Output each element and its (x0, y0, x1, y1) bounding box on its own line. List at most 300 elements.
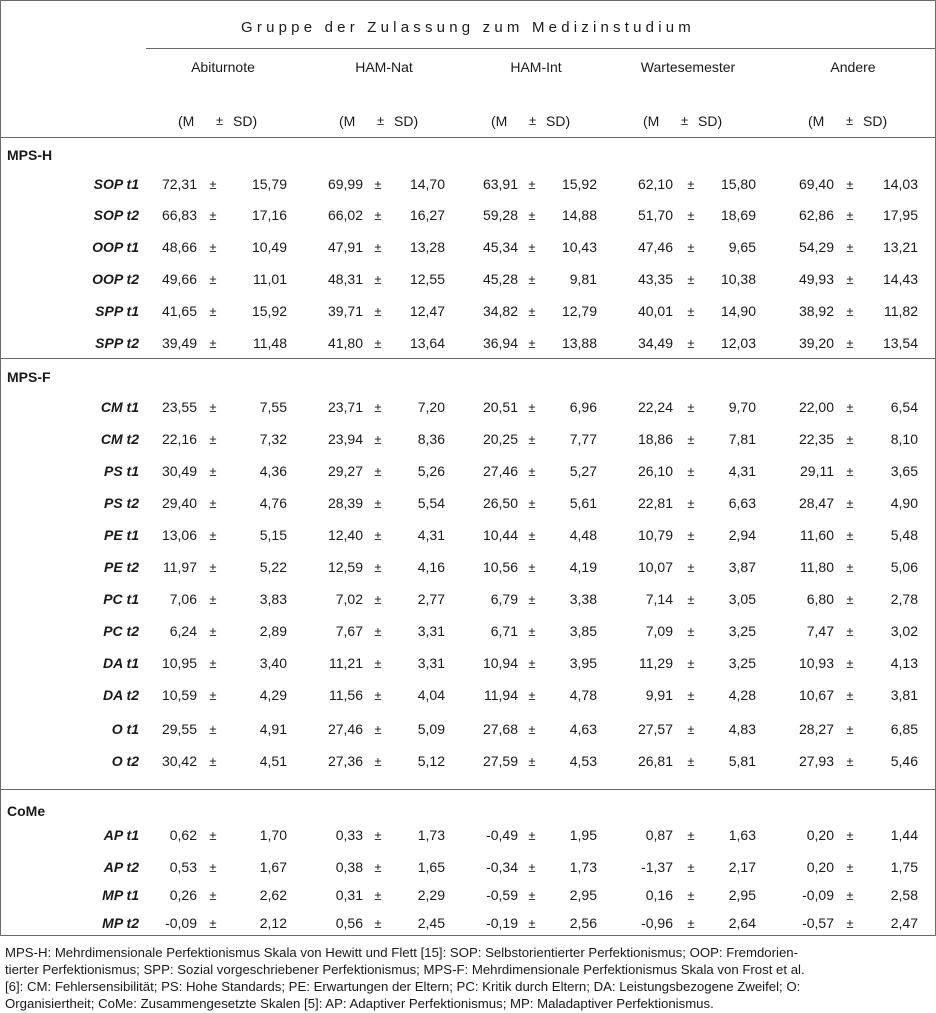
cell-mean: 27,36 (327, 753, 363, 769)
cell-pm: ± (846, 304, 854, 319)
cell-pm: ± (374, 860, 382, 875)
cell-pm: ± (374, 592, 382, 607)
cell-pm: ± (528, 272, 536, 287)
cell-sd: 4,78 (569, 687, 597, 703)
cell-mean: 54,29 (798, 239, 834, 255)
cell-pm: ± (209, 177, 217, 192)
cell-pm: ± (687, 336, 695, 351)
cell-mean: 66,83 (161, 207, 197, 223)
column-header: Wartesemester (640, 59, 736, 75)
cell-sd: 3,40 (259, 655, 287, 671)
subheader-pm: ± (681, 113, 689, 128)
cell-pm: ± (209, 400, 217, 415)
column-header: Abiturnote (191, 59, 255, 75)
row-label: PC t1 (103, 591, 139, 607)
cell-mean: -0,49 (486, 827, 518, 843)
cell-pm: ± (528, 888, 536, 903)
cell-pm: ± (209, 528, 217, 543)
cell-mean: 20,25 (482, 431, 518, 447)
cell-mean: 22,81 (637, 495, 673, 511)
cell-pm: ± (374, 688, 382, 703)
cell-sd: 4,16 (417, 559, 445, 575)
cell-pm: ± (209, 688, 217, 703)
cell-mean: 49,66 (161, 271, 197, 287)
cell-mean: 28,27 (798, 721, 834, 737)
cell-mean: 59,28 (482, 207, 518, 223)
cell-sd: 1,70 (259, 827, 287, 843)
cell-sd: 2,17 (728, 859, 756, 875)
cell-pm: ± (687, 432, 695, 447)
cell-sd: 3,85 (569, 623, 597, 639)
cell-pm: ± (374, 496, 382, 511)
cell-mean: 10,44 (482, 527, 518, 543)
cell-mean: -0,59 (486, 887, 518, 903)
cell-mean: -0,34 (486, 859, 518, 875)
cell-pm: ± (528, 496, 536, 511)
cell-mean: 11,80 (800, 559, 834, 575)
cell-sd: 5,81 (728, 753, 756, 769)
cell-sd: 2,62 (259, 887, 287, 903)
cell-pm: ± (528, 828, 536, 843)
cell-pm: ± (209, 656, 217, 671)
cell-sd: 3,83 (259, 591, 287, 607)
cell-sd: 15,92 (561, 176, 597, 192)
cell-sd: 1,65 (417, 859, 445, 875)
cell-sd: 12,47 (409, 303, 445, 319)
cell-pm: ± (528, 754, 536, 769)
cell-mean: 11,21 (329, 655, 363, 671)
row-label: OOP t1 (92, 239, 139, 255)
cell-pm: ± (528, 336, 536, 351)
subheader-sd: SD) (233, 113, 258, 129)
subheader-m: (M (808, 113, 825, 129)
cell-mean: 23,94 (327, 431, 363, 447)
cell-sd: 4,13 (890, 655, 918, 671)
cell-mean: 29,40 (161, 495, 197, 511)
cell-sd: 1,75 (890, 859, 918, 875)
cell-mean: 7,14 (645, 591, 673, 607)
cell-mean: 0,56 (335, 915, 363, 931)
cell-sd: 9,65 (728, 239, 756, 255)
cell-pm: ± (846, 828, 854, 843)
row-label: SPP t1 (95, 303, 139, 319)
cell-mean: 30,49 (161, 463, 197, 479)
cell-mean: 39,71 (327, 303, 363, 319)
cell-sd: 2,47 (890, 915, 918, 931)
cell-pm: ± (846, 624, 854, 639)
cell-mean: 6,24 (169, 623, 197, 639)
section-rule-mps-f (1, 358, 935, 359)
cell-pm: ± (687, 592, 695, 607)
cell-sd: 4,90 (890, 495, 918, 511)
cell-sd: 18,69 (720, 207, 756, 223)
row-label: PE t1 (103, 527, 139, 543)
cell-pm: ± (528, 624, 536, 639)
cell-mean: 41,65 (161, 303, 197, 319)
cell-pm: ± (846, 860, 854, 875)
footnote-line-1: MPS-H: Mehrdimensionale Perfektionismus Skala von Hewitt und Flett [15]: SOP: Selbstorientierter Perfektionismus; OOP: Fremdorien- (5, 945, 799, 960)
row-label: SOP t2 (93, 207, 139, 223)
cell-mean: 36,94 (482, 335, 518, 351)
subheader-sd: SD) (546, 113, 571, 129)
cell-mean: 47,91 (327, 239, 363, 255)
cell-mean: 10,79 (637, 527, 673, 543)
cell-pm: ± (209, 592, 217, 607)
cell-pm: ± (687, 656, 695, 671)
cell-mean: 7,09 (645, 623, 673, 639)
cell-sd: 15,79 (251, 176, 287, 192)
footnote-line-3: [6]: CM: Fehlersensibilität; PS: Hohe Standards; PE: Erwartungen der Eltern; PC: Kritik durch Eltern; DA: Leistungsbezogene Zweifel; O: (5, 979, 801, 994)
cell-pm: ± (846, 722, 854, 737)
cell-pm: ± (374, 754, 382, 769)
row-label: PE t2 (103, 559, 139, 575)
cell-pm: ± (846, 916, 854, 931)
footnote-line-2: tierter Perfektionismus; SPP: Sozial vorgeschriebener Perfektionismus; MPS-F: Mehrdimensionale Perfektionismus Skala von Frost et al. (5, 962, 805, 977)
cell-sd: 2,95 (728, 887, 756, 903)
cell-pm: ± (687, 464, 695, 479)
section-label: CoMe (7, 803, 46, 819)
cell-pm: ± (687, 722, 695, 737)
cell-mean: 26,81 (637, 753, 673, 769)
cell-mean: 9,91 (645, 687, 673, 703)
row-label: AP t2 (103, 859, 139, 875)
cell-pm: ± (209, 240, 217, 255)
cell-pm: ± (374, 464, 382, 479)
cell-mean: 22,16 (161, 431, 197, 447)
cell-sd: 9,81 (569, 271, 597, 287)
cell-sd: 12,03 (720, 335, 756, 351)
cell-sd: 13,21 (882, 239, 918, 255)
cell-pm: ± (209, 624, 217, 639)
row-label: O t1 (111, 721, 139, 737)
cell-sd: 13,64 (409, 335, 445, 351)
row-label: PS t1 (103, 463, 139, 479)
cell-mean: 40,01 (637, 303, 673, 319)
footnote-line-4: Organisiertheit; CoMe: Zusammengesetzte Skalen [5]: AP: Adaptiver Perfektionismus; MP: Maladaptiver Perfektionismus. (5, 996, 714, 1011)
cell-pm: ± (687, 624, 695, 639)
cell-sd: 4,31 (417, 527, 445, 543)
cell-mean: 7,02 (335, 591, 363, 607)
cell-sd: 15,92 (251, 303, 287, 319)
cell-sd: 5,27 (569, 463, 597, 479)
cell-mean: 27,59 (482, 753, 518, 769)
cell-sd: 3,38 (569, 591, 597, 607)
table-title: Gruppe der Zulassung zum Medizinstudium (241, 19, 695, 36)
row-label: CM t2 (100, 431, 139, 447)
cell-mean: 22,35 (798, 431, 834, 447)
cell-sd: 3,05 (728, 591, 756, 607)
cell-sd: 5,26 (417, 463, 445, 479)
cell-sd: 4,28 (728, 687, 756, 703)
cell-pm: ± (846, 560, 854, 575)
cell-pm: ± (687, 496, 695, 511)
cell-mean: 62,10 (637, 176, 673, 192)
cell-pm: ± (374, 432, 382, 447)
cell-sd: 4,83 (728, 721, 756, 737)
cell-sd: 6,85 (890, 721, 918, 737)
cell-mean: 7,47 (806, 623, 834, 639)
cell-sd: 2,77 (417, 591, 445, 607)
cell-sd: 4,36 (259, 463, 287, 479)
cell-sd: 8,36 (417, 431, 445, 447)
cell-pm: ± (528, 560, 536, 575)
section-rule-come (1, 789, 935, 790)
cell-pm: ± (687, 688, 695, 703)
cell-pm: ± (528, 860, 536, 875)
row-label: DA t2 (102, 687, 139, 703)
cell-sd: 8,10 (890, 431, 918, 447)
cell-pm: ± (687, 400, 695, 415)
cell-sd: 5,54 (417, 495, 445, 511)
cell-mean: 51,70 (637, 207, 673, 223)
cell-mean: 49,93 (798, 271, 834, 287)
cell-sd: 7,81 (728, 431, 756, 447)
footnote (5, 944, 925, 1012)
cell-sd: 14,03 (882, 176, 918, 192)
cell-sd: 2,29 (417, 887, 445, 903)
cell-pm: ± (528, 432, 536, 447)
cell-mean: 10,93 (798, 655, 834, 671)
cell-sd: 11,82 (884, 303, 918, 319)
cell-pm: ± (374, 656, 382, 671)
cell-pm: ± (846, 464, 854, 479)
cell-sd: 11,01 (253, 271, 287, 287)
cell-pm: ± (846, 528, 854, 543)
cell-mean: 0,26 (169, 887, 197, 903)
cell-mean: 12,59 (327, 559, 363, 575)
cell-mean: 11,94 (484, 687, 518, 703)
cell-sd: 14,90 (720, 303, 756, 319)
cell-mean: 63,91 (482, 176, 518, 192)
cell-sd: 6,96 (569, 399, 597, 415)
cell-mean: 18,86 (637, 431, 673, 447)
cell-sd: 4,31 (728, 463, 756, 479)
cell-pm: ± (687, 560, 695, 575)
cell-sd: 4,53 (569, 753, 597, 769)
cell-pm: ± (209, 722, 217, 737)
cell-sd: 7,55 (259, 399, 287, 415)
cell-mean: 10,56 (482, 559, 518, 575)
cell-sd: 3,31 (417, 623, 445, 639)
row-label: SOP t1 (93, 176, 139, 192)
cell-sd: 3,02 (890, 623, 918, 639)
cell-sd: 10,49 (251, 239, 287, 255)
cell-pm: ± (209, 304, 217, 319)
cell-mean: -1,37 (641, 859, 673, 875)
cell-sd: 7,77 (569, 431, 597, 447)
cell-pm: ± (374, 916, 382, 931)
cell-mean: 22,24 (637, 399, 673, 415)
cell-sd: 2,45 (417, 915, 445, 931)
cell-pm: ± (687, 828, 695, 843)
cell-mean: 27,93 (798, 753, 834, 769)
cell-mean: 66,02 (327, 207, 363, 223)
row-label: O t2 (111, 753, 139, 769)
cell-mean: 48,66 (161, 239, 197, 255)
cell-sd: 10,38 (720, 271, 756, 287)
cell-mean: 7,06 (169, 591, 197, 607)
cell-sd: 1,44 (890, 827, 918, 843)
subheader-pm: ± (846, 113, 854, 128)
cell-mean: 34,82 (482, 303, 518, 319)
cell-pm: ± (209, 496, 217, 511)
cell-sd: 10,43 (561, 239, 597, 255)
cell-pm: ± (846, 656, 854, 671)
cell-sd: 14,88 (561, 207, 597, 223)
cell-pm: ± (687, 888, 695, 903)
cell-pm: ± (209, 208, 217, 223)
cell-mean: 27,46 (482, 463, 518, 479)
cell-sd: 5,22 (259, 559, 287, 575)
cell-pm: ± (209, 916, 217, 931)
cell-mean: 10,67 (798, 687, 834, 703)
cell-pm: ± (209, 464, 217, 479)
cell-sd: 4,51 (259, 753, 287, 769)
section-label: MPS-F (7, 369, 51, 385)
cell-mean: 22,00 (798, 399, 834, 415)
cell-mean: -0,19 (486, 915, 518, 931)
cell-pm: ± (687, 754, 695, 769)
cell-sd: 7,20 (417, 399, 445, 415)
cell-pm: ± (528, 177, 536, 192)
cell-pm: ± (374, 304, 382, 319)
cell-sd: 1,67 (259, 859, 287, 875)
cell-sd: 14,43 (882, 271, 918, 287)
cell-pm: ± (687, 240, 695, 255)
cell-mean: 29,27 (327, 463, 363, 479)
cell-sd: 15,80 (720, 176, 756, 192)
cell-mean: 43,35 (637, 271, 673, 287)
cell-pm: ± (846, 400, 854, 415)
cell-sd: 17,16 (251, 207, 287, 223)
cell-pm: ± (374, 400, 382, 415)
cell-mean: 6,80 (806, 591, 834, 607)
cell-sd: 5,48 (890, 527, 918, 543)
cell-mean: 20,51 (482, 399, 518, 415)
cell-sd: 2,89 (259, 623, 287, 639)
cell-pm: ± (374, 177, 382, 192)
cell-pm: ± (846, 432, 854, 447)
cell-mean: -0,57 (802, 915, 834, 931)
cell-mean: 27,57 (637, 721, 673, 737)
row-label: OOP t2 (92, 271, 139, 287)
cell-pm: ± (846, 240, 854, 255)
cell-sd: 17,95 (882, 207, 918, 223)
column-header: HAM-Nat (355, 59, 413, 75)
cell-mean: 69,99 (327, 176, 363, 192)
cell-sd: 13,28 (409, 239, 445, 255)
cell-pm: ± (374, 888, 382, 903)
cell-sd: 5,46 (890, 753, 918, 769)
cell-pm: ± (846, 208, 854, 223)
cell-sd: 6,54 (890, 399, 918, 415)
cell-mean: 41,80 (327, 335, 363, 351)
cell-pm: ± (528, 208, 536, 223)
cell-mean: 34,49 (637, 335, 673, 351)
cell-sd: 5,61 (569, 495, 597, 511)
cell-mean: 11,29 (639, 655, 673, 671)
cell-mean: 0,53 (169, 859, 197, 875)
cell-pm: ± (209, 888, 217, 903)
cell-mean: 48,31 (327, 271, 363, 287)
cell-mean: 11,60 (800, 527, 834, 543)
cell-mean: 27,68 (482, 721, 518, 737)
cell-mean: 27,46 (327, 721, 363, 737)
cell-sd: 11,48 (253, 335, 287, 351)
cell-sd: 2,56 (569, 915, 597, 931)
cell-mean: 0,16 (645, 887, 673, 903)
cell-sd: 5,09 (417, 721, 445, 737)
cell-pm: ± (374, 560, 382, 575)
cell-sd: 4,63 (569, 721, 597, 737)
cell-mean: 26,50 (482, 495, 518, 511)
cell-pm: ± (528, 916, 536, 931)
cell-pm: ± (209, 828, 217, 843)
cell-mean: 0,20 (806, 859, 834, 875)
subheader-pm: ± (216, 113, 224, 128)
cell-mean: -0,09 (165, 915, 197, 931)
cell-mean: 30,42 (161, 753, 197, 769)
cell-sd: 12,79 (561, 303, 597, 319)
cell-mean: 0,20 (806, 827, 834, 843)
cell-pm: ± (374, 240, 382, 255)
cell-sd: 3,31 (417, 655, 445, 671)
cell-mean: 29,11 (800, 463, 834, 479)
row-label: AP t1 (103, 827, 139, 843)
cell-sd: 2,95 (569, 887, 597, 903)
cell-pm: ± (374, 528, 382, 543)
cell-sd: 4,76 (259, 495, 287, 511)
cell-pm: ± (374, 336, 382, 351)
subheader-sd: SD) (863, 113, 888, 129)
cell-pm: ± (209, 336, 217, 351)
row-label: PC t2 (103, 623, 139, 639)
cell-mean: 28,47 (798, 495, 834, 511)
subheader-sd: SD) (394, 113, 419, 129)
cell-sd: 5,12 (417, 753, 445, 769)
header-rule (1, 137, 935, 138)
cell-pm: ± (846, 336, 854, 351)
cell-mean: 38,92 (798, 303, 834, 319)
subheader-pm: ± (529, 113, 537, 128)
cell-sd: 3,65 (890, 463, 918, 479)
cell-sd: 13,88 (561, 335, 597, 351)
cell-sd: 14,70 (409, 176, 445, 192)
cell-pm: ± (846, 496, 854, 511)
cell-sd: 4,04 (417, 687, 445, 703)
cell-pm: ± (528, 464, 536, 479)
cell-mean: 12,40 (327, 527, 363, 543)
cell-sd: 12,55 (409, 271, 445, 287)
cell-mean: 0,33 (335, 827, 363, 843)
cell-mean: 26,10 (637, 463, 673, 479)
cell-pm: ± (846, 888, 854, 903)
cell-mean: -0,96 (641, 915, 673, 931)
cell-mean: 13,06 (161, 527, 197, 543)
cell-mean: 23,55 (161, 399, 197, 415)
cell-mean: 6,79 (490, 591, 518, 607)
cell-sd: 3,81 (890, 687, 918, 703)
cell-mean: 11,97 (163, 559, 197, 575)
cell-pm: ± (528, 400, 536, 415)
cell-sd: 6,63 (728, 495, 756, 511)
row-label: DA t1 (102, 655, 139, 671)
cell-sd: 4,91 (259, 721, 287, 737)
cell-pm: ± (209, 754, 217, 769)
cell-mean: 10,94 (482, 655, 518, 671)
cell-pm: ± (528, 722, 536, 737)
cell-pm: ± (687, 177, 695, 192)
